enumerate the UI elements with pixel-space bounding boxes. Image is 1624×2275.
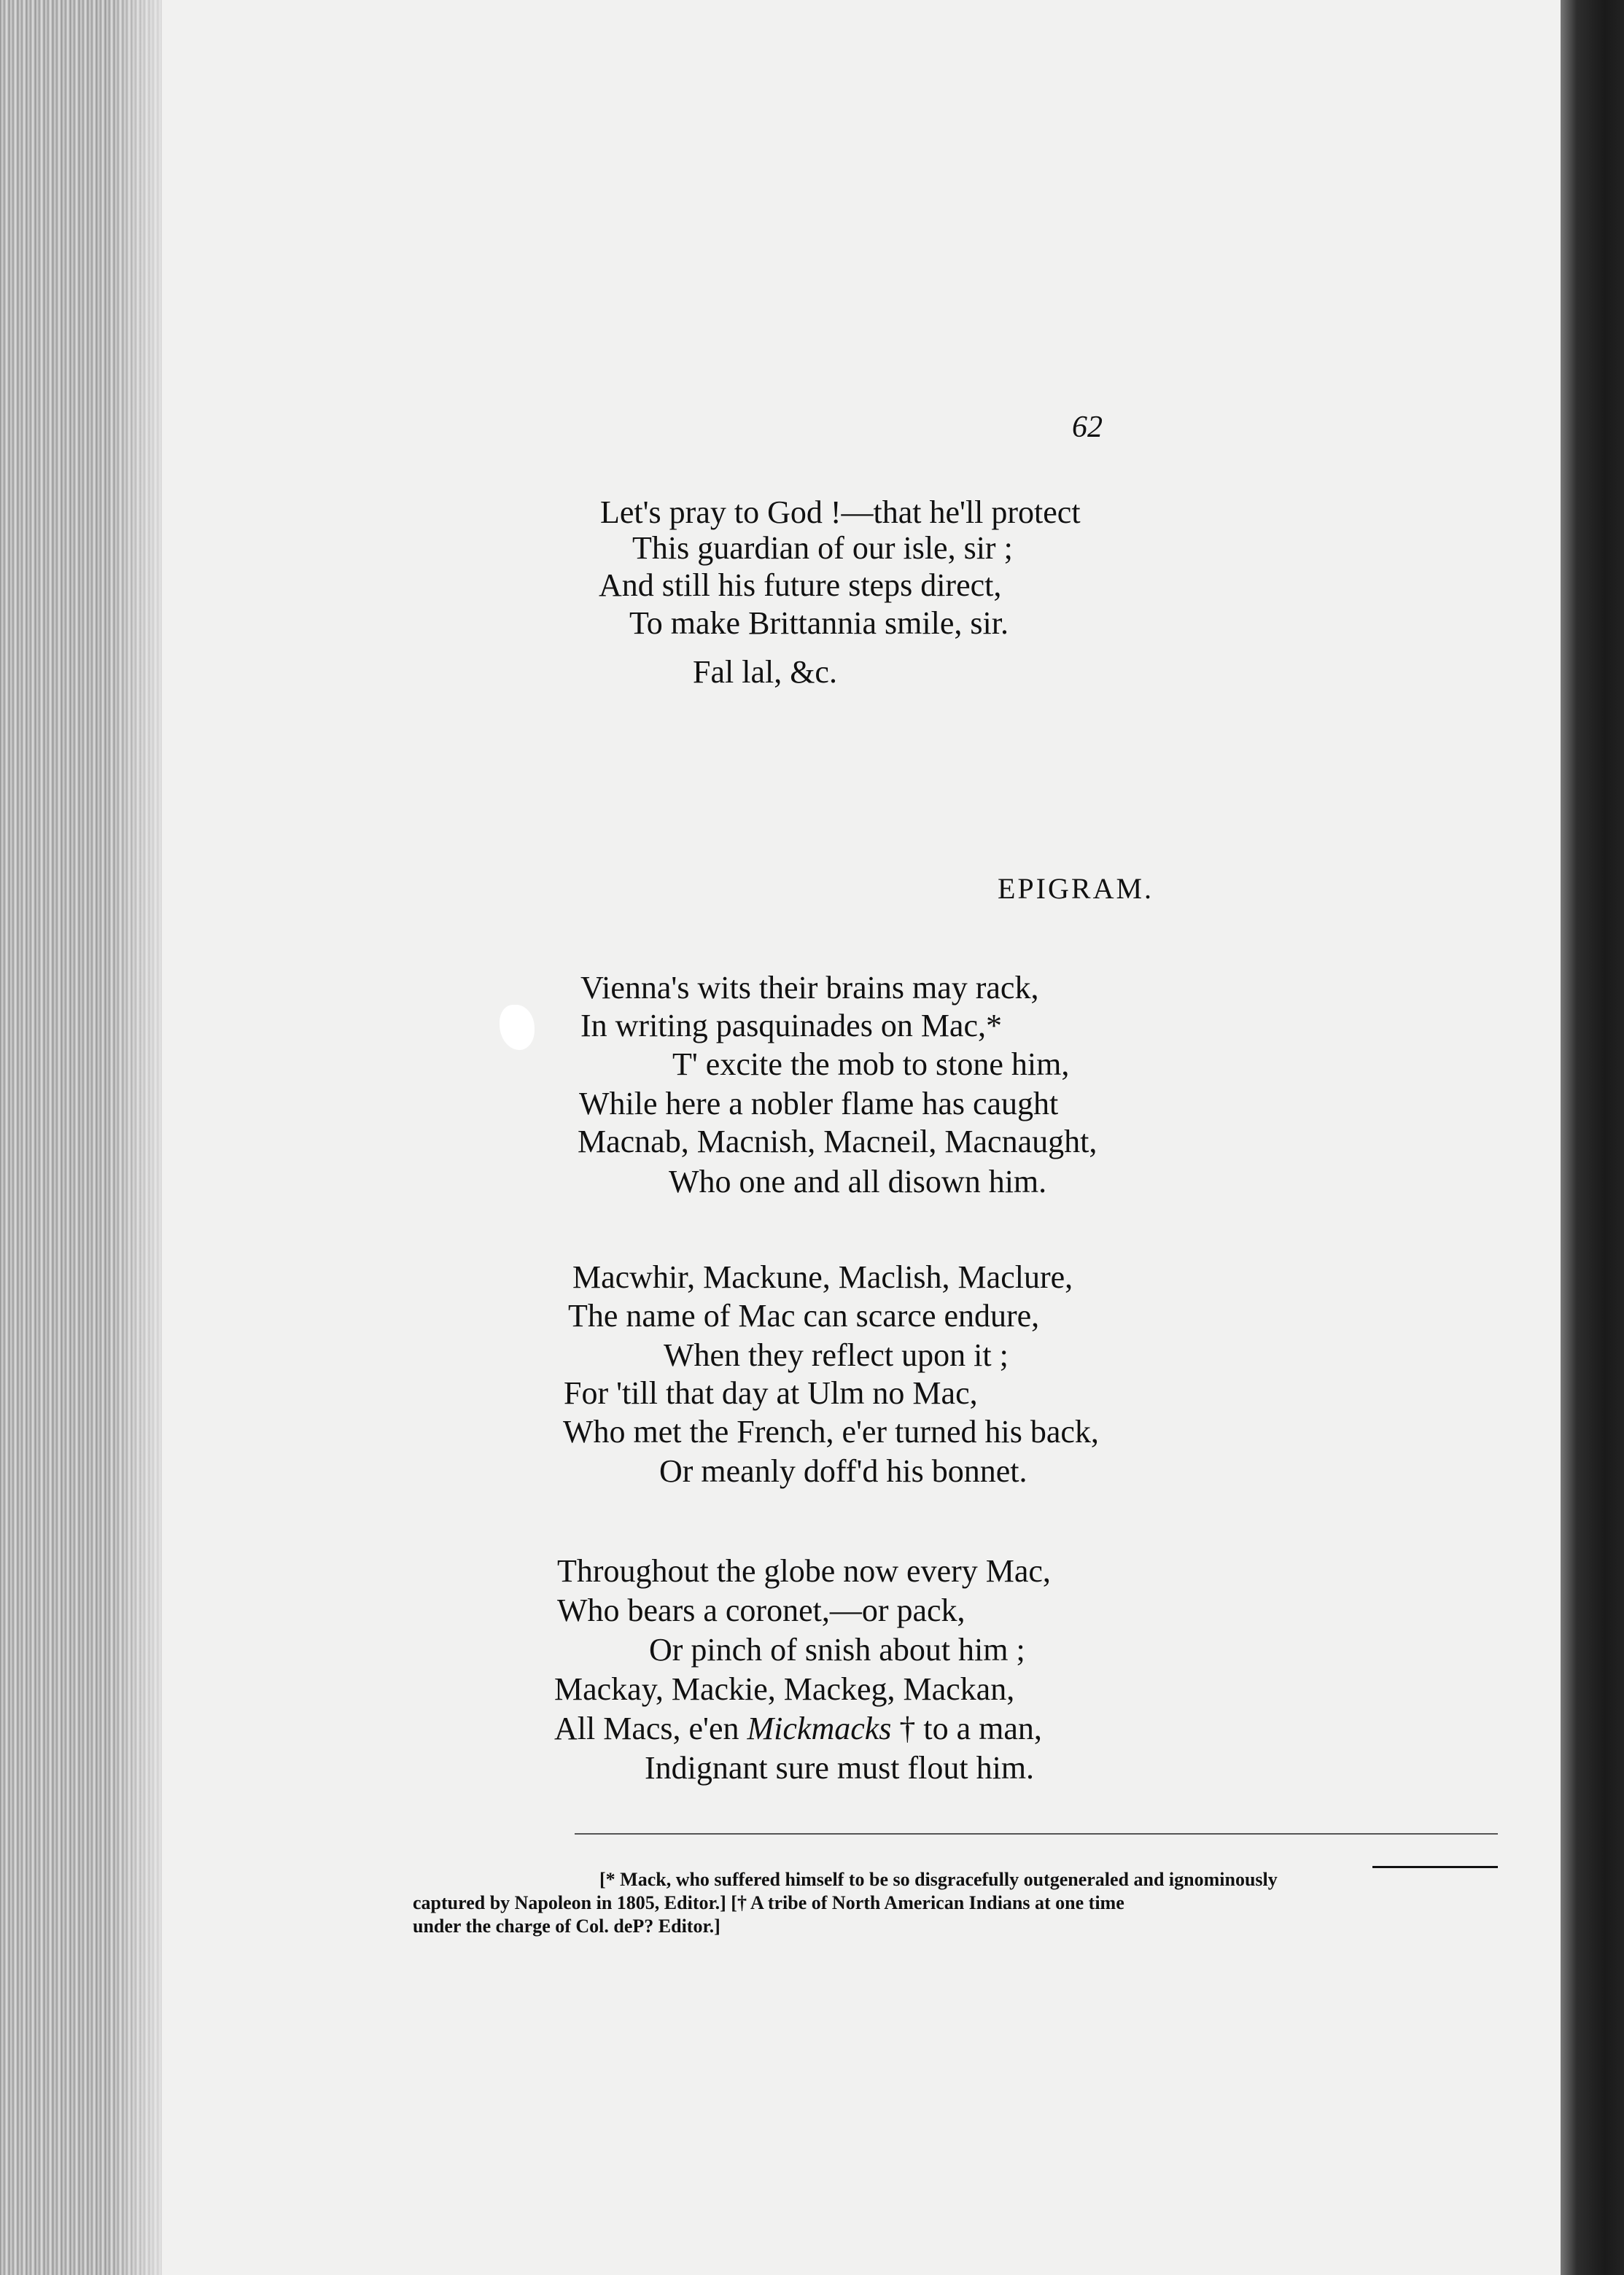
book-page bbox=[162, 0, 1561, 2275]
footnote-line: under the charge of Col. deP? Editor.] bbox=[413, 1916, 720, 1937]
footnote-divider bbox=[575, 1833, 1498, 1835]
poem-line: Macwhir, Mackune, Maclish, Maclure, bbox=[572, 1259, 1073, 1295]
poem-line-italic-word: Mickmacks bbox=[747, 1711, 892, 1746]
poem-title: EPIGRAM. bbox=[998, 872, 1154, 905]
book-edge-shadow bbox=[109, 0, 162, 2275]
poem-line: Throughout the globe now every Mac, bbox=[557, 1553, 1051, 1589]
poem-line bbox=[554, 1711, 1042, 1747]
poem-line: Indignant sure must flout him. bbox=[645, 1750, 1035, 1786]
footnote-divider-accent bbox=[1372, 1866, 1498, 1868]
poem-line: In writing pasquinades on Mac,* bbox=[580, 1008, 1002, 1043]
footnote-line: [* Mack, who suffered himself to be so disgracefully outgeneraled and ignominously bbox=[599, 1869, 1278, 1890]
poem-line: Or meanly doff'd his bonnet. bbox=[659, 1453, 1027, 1489]
poem-line: Vienna's wits their brains may rack, bbox=[580, 970, 1039, 1006]
book-edge-right bbox=[1561, 0, 1624, 2275]
poem-line: Who bears a coronet,—or pack, bbox=[557, 1592, 966, 1628]
poem-line: For 'till that day at Ulm no Mac, bbox=[564, 1375, 978, 1411]
page-number: 62 bbox=[1072, 411, 1103, 444]
poem-line: This guardian of our isle, sir ; bbox=[632, 530, 1013, 566]
poem-line: Macnab, Macnish, Macneil, Macnaught, bbox=[578, 1124, 1097, 1159]
poem-refrain: Fal lal, &c. bbox=[693, 654, 837, 690]
poem-line: Or pinch of snish about him ; bbox=[649, 1632, 1025, 1668]
poem-line: And still his future steps direct, bbox=[599, 567, 1002, 603]
poem-line: Who one and all disown him. bbox=[669, 1164, 1047, 1199]
poem-line: To make Brittannia smile, sir. bbox=[629, 605, 1009, 641]
poem-line-start: All Macs, e'en bbox=[554, 1711, 739, 1746]
poem-line: Mackay, Mackie, Mackeg, Mackan, bbox=[554, 1671, 1015, 1707]
poem-line: The name of Mac can scarce endure, bbox=[568, 1298, 1040, 1334]
poem-line: When they reflect upon it ; bbox=[664, 1337, 1009, 1373]
footnote-line: captured by Napoleon in 1805, Editor.] [† A tribe of North American Indians at one time bbox=[413, 1892, 1124, 1913]
poem-line-end: † to a man, bbox=[899, 1711, 1042, 1746]
poem-line: Let's pray to God !—that he'll protect bbox=[600, 494, 1081, 530]
poem-line: T' excite the mob to stone him, bbox=[672, 1046, 1070, 1082]
paper-blemish bbox=[500, 1005, 535, 1050]
poem-line: Who met the French, e'er turned his back, bbox=[563, 1414, 1099, 1450]
poem-line: While here a nobler flame has caught bbox=[579, 1086, 1059, 1121]
